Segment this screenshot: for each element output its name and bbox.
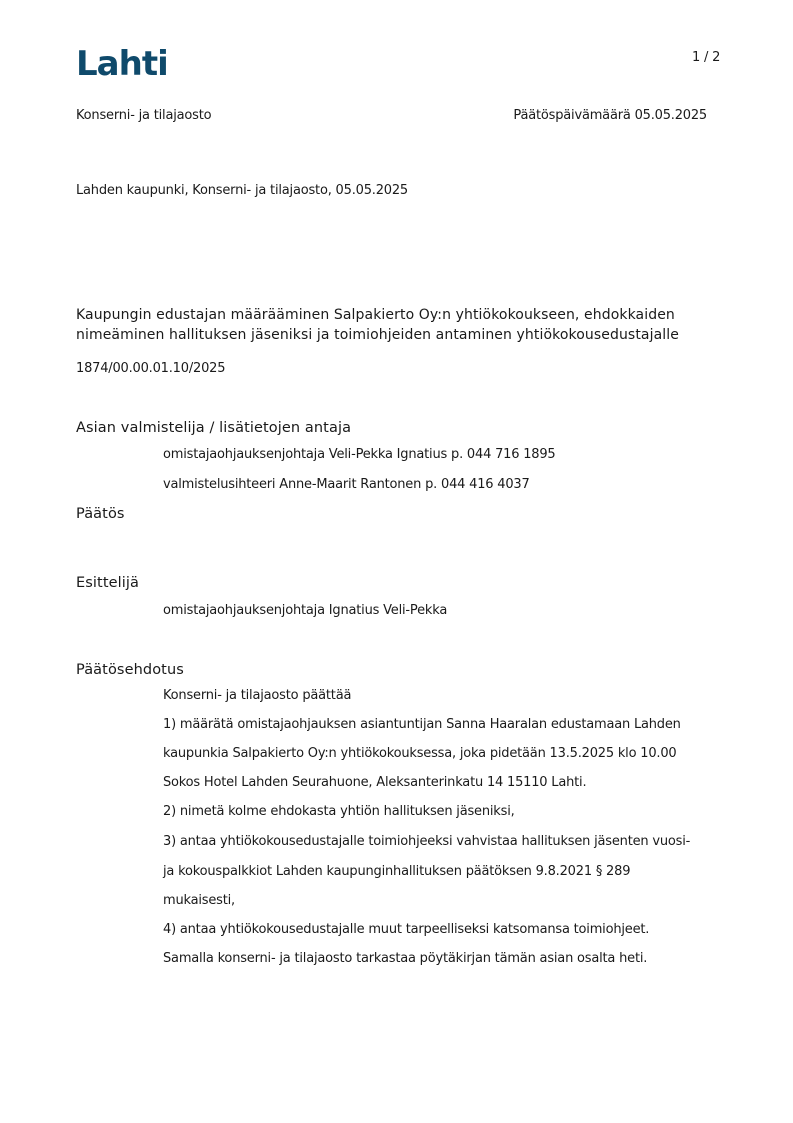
proposal-line: 2) nimetä kolme ehdokasta yhtiön hallituksen jäseniksi, (163, 804, 515, 819)
organ-name: Konserni- ja tilajaosto (76, 108, 212, 123)
document-title-line1: Kaupungin edustajan määrääminen Salpakierto Oy:n yhtiökokoukseen, ehdokkaiden (76, 307, 675, 323)
proposal-line: 1) määrätä omistajaohjauksen asiantuntijan Sanna Haaralan edustamaan Lahden (163, 717, 681, 732)
proposal-line: kaupunkia Salpakierto Oy:n yhtiökokouksessa, joka pidetään 13.5.2025 klo 10.00 (163, 746, 677, 761)
lahti-logo: Lahti (76, 44, 168, 84)
proposal-line: 3) antaa yhtiökokousedustajalle toimiohjeeksi vahvistaa hallituksen jäsenten vuosi- (163, 834, 691, 849)
preparers-heading: Asian valmistelija / lisätietojen antaja (76, 420, 352, 436)
meeting-line: Lahden kaupunki, Konserni- ja tilajaosto, 05.05.2025 (76, 183, 408, 198)
decision-date: Päätöspäivämäärä 05.05.2025 (513, 108, 707, 123)
preparer-2: valmistelusihteeri Anne-Maarit Rantonen p. 044 416 4037 (163, 477, 530, 492)
proposal-line: mukaisesti, (163, 893, 235, 908)
decision-heading: Päätös (76, 506, 125, 522)
proposal-line: ja kokouspalkkiot Lahden kaupunginhallituksen päätöksen 9.8.2021 § 289 (163, 864, 631, 879)
presenter-heading: Esittelijä (76, 575, 140, 591)
proposal-line: Sokos Hotel Lahden Seurahuone, Aleksanterinkatu 14 15110 Lahti. (163, 775, 587, 790)
presenter-name: omistajaohjauksenjohtaja Ignatius Veli-Pekka (163, 603, 448, 618)
record-number: 1874/00.00.01.10/2025 (76, 361, 226, 376)
page-number: 1 / 2 (692, 50, 721, 65)
proposal-line: Samalla konserni- ja tilajaosto tarkastaa pöytäkirjan tämän asian osalta heti. (163, 951, 648, 966)
document-title-line2: nimeäminen hallituksen jäseniksi ja toimiohjeiden antaminen yhtiökokousedustajalle (76, 327, 679, 343)
proposal-heading: Päätösehdotus (76, 662, 184, 678)
proposal-line: Konserni- ja tilajaosto päättää (163, 688, 352, 703)
preparer-1: omistajaohjauksenjohtaja Veli-Pekka Ignatius p. 044 716 1895 (163, 447, 556, 462)
proposal-line: 4) antaa yhtiökokousedustajalle muut tarpeelliseksi katsomansa toimiohjeet. (163, 922, 650, 937)
